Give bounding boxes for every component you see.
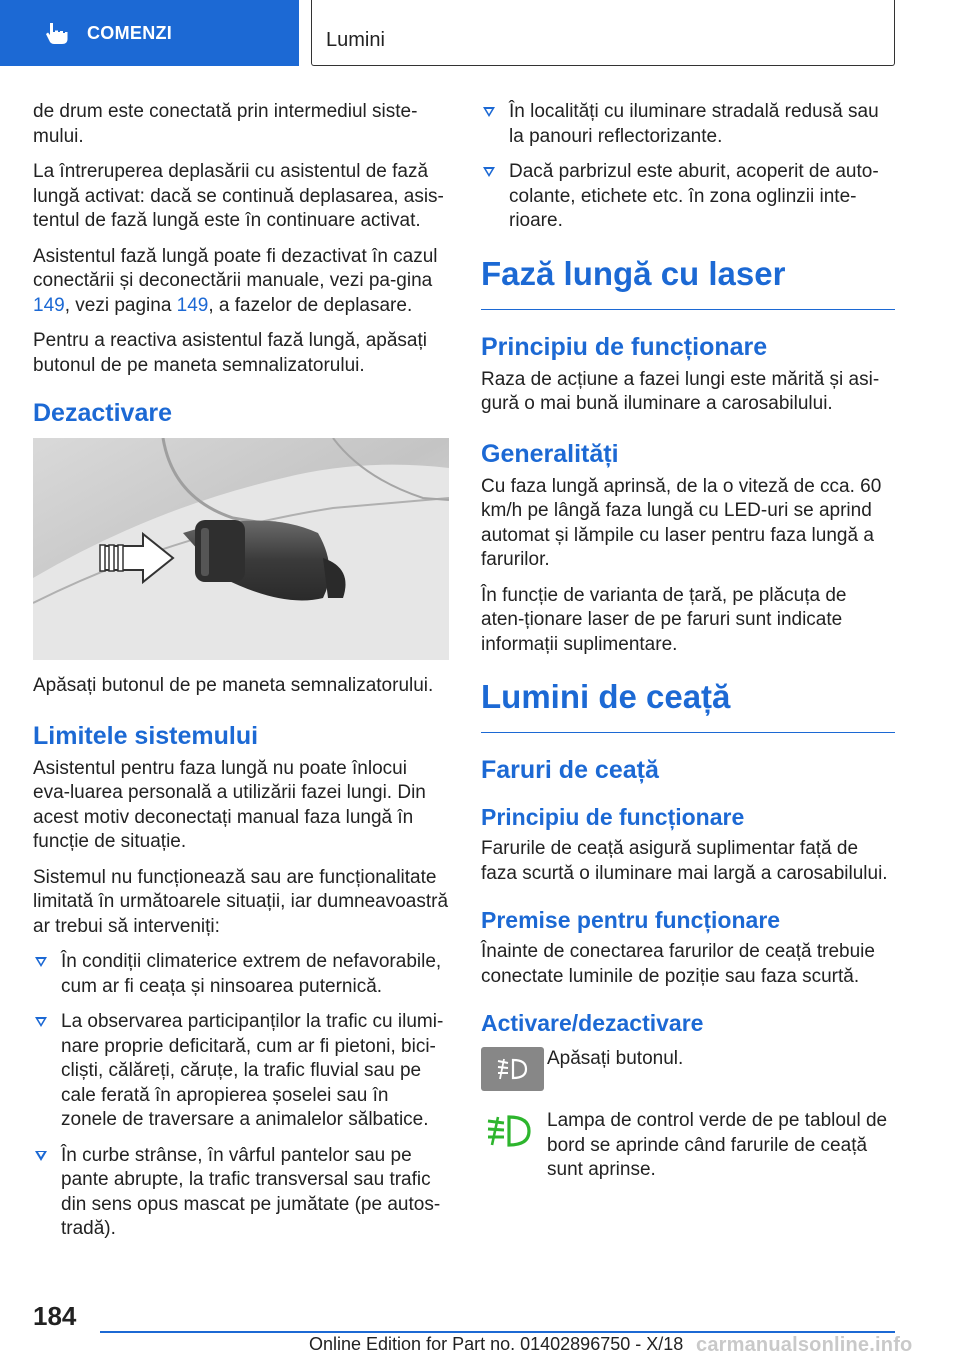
paragraph: Asistentul pentru faza lungă nu poate înlocui eva-luarea personală a utilizării fazei lungi. Din acest motiv deconectați manual faza lungă în funcție de situație. <box>33 757 426 852</box>
triangle-bullet-icon <box>35 1017 47 1027</box>
page-link-149[interactable]: 149 <box>176 294 209 316</box>
heading-faruri-de-ceata: Faruri de ceață <box>481 756 659 784</box>
triangle-bullet-icon <box>483 107 495 117</box>
text-fragment: Asistentul fază lungă poate fi dezactivat în cazul conectării și deconectării manuale, vezi pa-gina <box>33 245 438 291</box>
list-item <box>33 1144 449 1242</box>
heading-faza-lunga-laser: Fază lungă cu laser <box>481 256 895 310</box>
paragraph: Pentru a reactiva asistentul fază lungă, apăsați butonul de pe maneta semnalizatorului. <box>33 330 427 376</box>
tab-lumini[interactable] <box>311 0 895 66</box>
page-header <box>0 0 960 66</box>
list-item-text: La observarea participanților la trafic cu ilumi-nare proprie deficitară, cum ar fi pietoni, bici-cliști, călăreți, căruțe, la trafic fluvial sau pe cale ferată în apropierea șoselei sau în zonele de traversare a animalelor sălbatice. <box>61 1011 444 1130</box>
watermark: carmanualsonline.info <box>696 1334 913 1356</box>
section-title: Lumini <box>326 29 385 51</box>
indicator-row <box>481 1109 895 1183</box>
triangle-bullet-icon <box>483 167 495 177</box>
list-item-text: În curbe strânse, în vârful pantelor sau pe pante abrupte, la trafic transversal sau trafic din sens opus mascat pe jumătate (pe autos-tradă). <box>61 1144 441 1239</box>
text-fragment: , vezi pagina <box>64 294 177 316</box>
list-item-text: Dacă parbrizul este aburit, acoperit de auto-colante, etichete etc. în zona oglinzii inte-rioare. <box>509 161 879 231</box>
heading-principiu: Principiu de funcționare <box>481 332 768 361</box>
paragraph: Sistemul nu funcționează sau are funcționalitate limitată în următoarele situații, iar dumneavoastră ar trebui să interveniți: <box>33 866 449 937</box>
image-caption: Apăsați butonul de pe maneta semnalizatorului. <box>33 675 434 696</box>
paragraph: La întreruperea deplasării cu asistentul de fază lungă activat: dacă se continuă deplasarea, asis-tentul de fază lungă este în continuare activat. <box>33 161 444 231</box>
paragraph: Cu faza lungă aprinsă, de la o viteză de cca. 60 km/h pe lângă faza lungă cu LED-uri se aprind automat și lămpile cu laser pentru faza lungă a farurilor. <box>481 475 882 570</box>
page-link-149[interactable]: 149 <box>33 294 65 316</box>
press-button-text: Apăsați butonul. <box>547 1048 684 1069</box>
paragraph: Raza de acțiune a fazei lungi este mărită și asi-gură o mai bună iluminare a carosabilului. <box>481 368 880 414</box>
heading-activare: Activare/dezactivare <box>481 1010 704 1036</box>
left-column <box>33 100 449 1253</box>
triangle-bullet-icon <box>35 957 47 967</box>
heading-dezactivare: Dezactivare <box>33 399 172 427</box>
heading-generalitati: Generalități <box>481 439 619 468</box>
fog-light-button-icon <box>481 1047 544 1091</box>
right-column <box>481 100 895 1197</box>
paragraph: Înainte de conectarea farurilor de ceață trebuie conectate luminile de poziție sau faza scurtă. <box>481 941 875 987</box>
page-number: 184 <box>33 1301 77 1331</box>
paragraph: În funcție de varianta de țară, pe plăcuța de aten-ționare laser de pe faruri sunt indicate informații suplimentare. <box>481 584 847 655</box>
fog-button-row <box>481 1047 895 1093</box>
heading-limitele-sistemului: Limitele sistemului <box>33 721 259 750</box>
paragraph: Farurile de ceață asigură suplimentar față de faza scurtă o iluminare mai largă a carosabilului. <box>481 838 888 884</box>
list-item <box>33 1010 449 1133</box>
paragraph: de drum este conectată prin intermediul siste-mului. <box>33 101 418 147</box>
heading-lumini-de-ceata: Lumini de ceață <box>481 679 895 733</box>
tab-comenzi[interactable] <box>0 0 299 66</box>
green-fog-indicator-icon <box>485 1109 533 1153</box>
indicator-text: Lampa de control verde de pe tabloul de bord se aprinde când farurile de ceață sunt aprinse. <box>547 1110 888 1180</box>
edition-text: Online Edition for Part no. 01402896750 - X/18 <box>309 1334 684 1354</box>
bullet-list <box>33 950 449 1242</box>
tab-comenzi-label: COMENZI <box>87 22 173 43</box>
bullet-list <box>481 100 895 234</box>
list-item <box>481 100 895 149</box>
paragraph-with-links <box>33 245 449 319</box>
list-item-text: În condiții climaterice extrem de nefavorabile, cum ar fi ceața și ninsoarea puternică. <box>61 951 442 997</box>
footer-divider <box>100 1331 895 1333</box>
list-item <box>33 950 449 999</box>
list-item-text: În localități cu iluminare stradală redusă sau la panouri reflectorizante. <box>509 101 879 147</box>
text-fragment: , a fazelor de deplasare. <box>208 294 413 316</box>
heading-principiu-ceata: Principiu de funcționare <box>481 804 745 830</box>
pointing-hand-icon <box>44 20 70 46</box>
turn-signal-stalk-photo <box>33 438 449 660</box>
triangle-bullet-icon <box>35 1151 47 1161</box>
heading-premise: Premise pentru funcționare <box>481 907 781 933</box>
fog-light-symbol-icon <box>496 1057 530 1081</box>
list-item <box>481 160 895 234</box>
